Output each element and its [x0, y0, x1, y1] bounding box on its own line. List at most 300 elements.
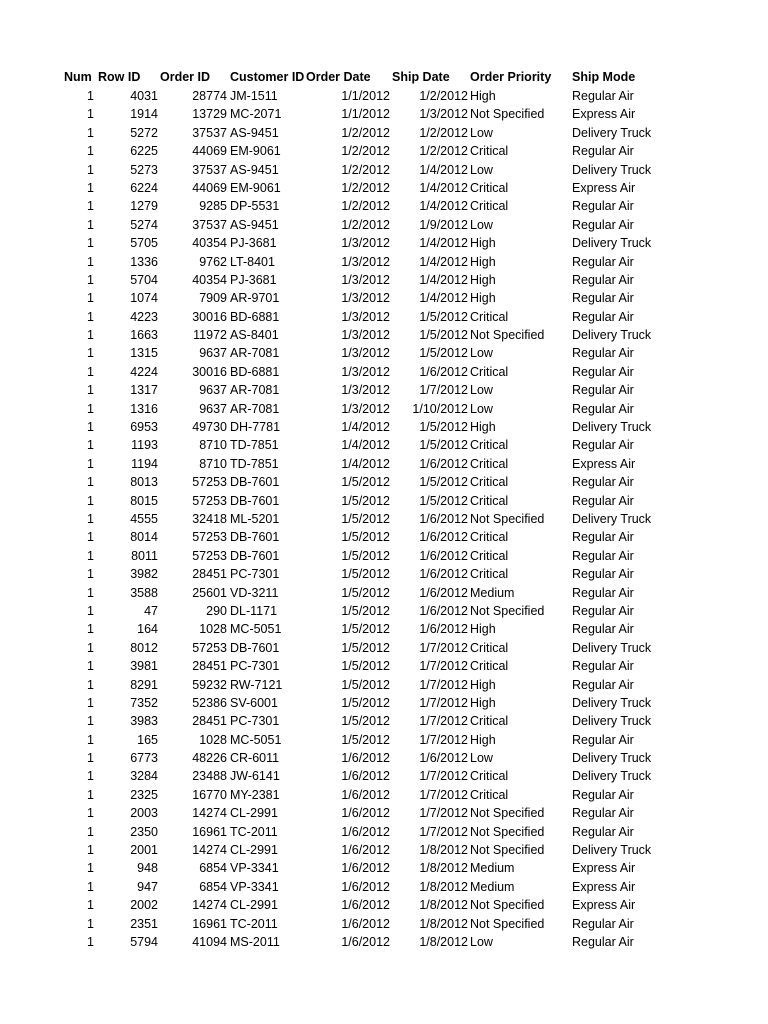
- cell-order-id[interactable]: 44069: [192, 144, 227, 159]
- cell-ship-mode[interactable]: Delivery Truck: [572, 695, 652, 710]
- cell-order-priority[interactable]: Medium: [470, 879, 515, 894]
- cell-order-id[interactable]: 57253: [192, 640, 227, 655]
- cell-ship-mode[interactable]: Regular Air: [572, 438, 634, 453]
- cell-num[interactable]: 1: [87, 272, 94, 287]
- cell-order-priority[interactable]: Low: [470, 401, 493, 416]
- cell-ship-date[interactable]: 1/8/2012: [419, 843, 468, 858]
- cell-num[interactable]: 1: [87, 751, 94, 766]
- cell-order-priority[interactable]: Not Specified: [470, 603, 545, 618]
- cell-row-id[interactable]: 3981: [130, 659, 158, 674]
- cell-ship-date[interactable]: 1/7/2012: [419, 806, 468, 821]
- cell-row-id[interactable]: 5704: [130, 272, 158, 287]
- cell-order-priority[interactable]: Critical: [470, 180, 509, 195]
- header-order-date[interactable]: Order Date: [306, 70, 371, 84]
- cell-order-date[interactable]: 1/2/2012: [341, 162, 390, 177]
- cell-customer-id[interactable]: BD-6881: [230, 309, 280, 324]
- cell-ship-mode[interactable]: Regular Air: [572, 806, 634, 821]
- cell-num[interactable]: 1: [87, 180, 94, 195]
- cell-ship-date[interactable]: 1/8/2012: [419, 934, 468, 949]
- cell-order-date[interactable]: 1/1/2012: [341, 89, 390, 103]
- cell-row-id[interactable]: 47: [144, 603, 158, 618]
- cell-ship-date[interactable]: 1/5/2012: [419, 420, 468, 435]
- cell-row-id[interactable]: 2350: [130, 824, 158, 839]
- cell-order-date[interactable]: 1/2/2012: [341, 144, 390, 159]
- cell-num[interactable]: 1: [87, 732, 94, 747]
- cell-ship-date[interactable]: 1/9/2012: [419, 217, 468, 232]
- cell-order-date[interactable]: 1/3/2012: [341, 272, 390, 287]
- cell-num[interactable]: 1: [87, 695, 94, 710]
- cell-row-id[interactable]: 8013: [130, 475, 158, 490]
- cell-order-date[interactable]: 1/5/2012: [341, 640, 390, 655]
- cell-order-priority[interactable]: Low: [470, 383, 493, 398]
- cell-ship-mode[interactable]: Delivery Truck: [572, 640, 652, 655]
- header-customer-id[interactable]: Customer ID: [230, 70, 305, 84]
- cell-order-priority[interactable]: Critical: [470, 493, 509, 508]
- cell-order-id[interactable]: 49730: [192, 420, 227, 435]
- cell-order-date[interactable]: 1/5/2012: [341, 530, 390, 545]
- cell-customer-id[interactable]: DB-7601: [230, 548, 280, 563]
- cell-ship-date[interactable]: 1/6/2012: [419, 603, 468, 618]
- cell-customer-id[interactable]: EM-9061: [230, 180, 281, 195]
- cell-num[interactable]: 1: [87, 107, 94, 122]
- cell-ship-mode[interactable]: Delivery Truck: [572, 714, 652, 729]
- cell-order-id[interactable]: 7909: [199, 291, 227, 306]
- cell-order-id[interactable]: 37537: [192, 162, 227, 177]
- header-order-id[interactable]: Order ID: [160, 70, 211, 84]
- cell-customer-id[interactable]: MC-5051: [230, 622, 282, 637]
- cell-order-date[interactable]: 1/6/2012: [341, 751, 390, 766]
- cell-row-id[interactable]: 8291: [130, 677, 158, 692]
- cell-ship-mode[interactable]: Express Air: [572, 898, 636, 913]
- cell-order-date[interactable]: 1/3/2012: [341, 364, 390, 379]
- cell-row-id[interactable]: 6225: [130, 144, 158, 159]
- cell-row-id[interactable]: 5272: [130, 125, 158, 140]
- cell-order-id[interactable]: 13729: [192, 107, 227, 122]
- cell-order-id[interactable]: 11972: [193, 328, 227, 343]
- cell-ship-date[interactable]: 1/4/2012: [419, 162, 468, 177]
- cell-num[interactable]: 1: [87, 806, 94, 821]
- cell-order-priority[interactable]: Critical: [470, 438, 509, 453]
- cell-order-id[interactable]: 8710: [199, 438, 227, 453]
- cell-customer-id[interactable]: VD-3211: [230, 585, 279, 600]
- cell-order-priority[interactable]: Critical: [470, 548, 509, 563]
- cell-row-id[interactable]: 1663: [130, 328, 158, 343]
- cell-ship-date[interactable]: 1/5/2012: [419, 346, 468, 361]
- cell-order-id[interactable]: 28451: [192, 567, 227, 582]
- cell-order-id[interactable]: 30016: [192, 364, 227, 379]
- cell-order-priority[interactable]: Not Specified: [470, 806, 545, 821]
- cell-ship-date[interactable]: 1/6/2012: [419, 751, 468, 766]
- cell-order-date[interactable]: 1/6/2012: [341, 787, 390, 802]
- cell-ship-mode[interactable]: Regular Air: [572, 732, 634, 747]
- cell-row-id[interactable]: 3284: [130, 769, 158, 784]
- cell-order-priority[interactable]: Not Specified: [470, 328, 545, 343]
- cell-row-id[interactable]: 6224: [130, 180, 158, 195]
- cell-order-id[interactable]: 52386: [192, 695, 227, 710]
- cell-ship-date[interactable]: 1/6/2012: [419, 364, 468, 379]
- cell-customer-id[interactable]: PJ-3681: [230, 272, 277, 287]
- cell-customer-id[interactable]: PC-7301: [230, 567, 280, 582]
- cell-order-id[interactable]: 14274: [192, 806, 227, 821]
- cell-order-date[interactable]: 1/6/2012: [341, 898, 390, 913]
- cell-ship-date[interactable]: 1/5/2012: [419, 309, 468, 324]
- cell-order-priority[interactable]: Critical: [470, 530, 509, 545]
- cell-ship-date[interactable]: 1/8/2012: [419, 861, 468, 876]
- cell-num[interactable]: 1: [87, 548, 94, 563]
- cell-num[interactable]: 1: [87, 199, 94, 214]
- cell-num[interactable]: 1: [87, 603, 94, 618]
- cell-order-id[interactable]: 41094: [192, 934, 227, 949]
- cell-order-id[interactable]: 14274: [192, 898, 227, 913]
- cell-num[interactable]: 1: [87, 420, 94, 435]
- cell-customer-id[interactable]: DB-7601: [230, 530, 280, 545]
- cell-customer-id[interactable]: TD-7851: [230, 438, 279, 453]
- cell-num[interactable]: 1: [87, 585, 94, 600]
- cell-row-id[interactable]: 8012: [130, 640, 158, 655]
- cell-row-id[interactable]: 1914: [130, 107, 158, 122]
- cell-row-id[interactable]: 6773: [130, 751, 158, 766]
- cell-ship-mode[interactable]: Regular Air: [572, 401, 634, 416]
- cell-order-id[interactable]: 6854: [199, 879, 227, 894]
- cell-row-id[interactable]: 2351: [130, 916, 158, 931]
- cell-ship-date[interactable]: 1/6/2012: [419, 548, 468, 563]
- cell-num[interactable]: 1: [87, 493, 94, 508]
- cell-order-priority[interactable]: Critical: [470, 567, 509, 582]
- cell-customer-id[interactable]: DB-7601: [230, 475, 280, 490]
- cell-ship-date[interactable]: 1/7/2012: [419, 824, 468, 839]
- cell-order-priority[interactable]: Critical: [470, 769, 509, 784]
- cell-customer-id[interactable]: CL-2991: [230, 806, 278, 821]
- cell-order-id[interactable]: 28451: [192, 659, 227, 674]
- cell-customer-id[interactable]: AS-9451: [230, 125, 279, 140]
- cell-ship-date[interactable]: 1/4/2012: [419, 254, 468, 269]
- cell-order-priority[interactable]: Low: [470, 162, 493, 177]
- cell-order-id[interactable]: 16770: [192, 787, 227, 802]
- cell-row-id[interactable]: 8015: [130, 493, 158, 508]
- cell-customer-id[interactable]: DP-5531: [230, 199, 280, 214]
- header-ship-mode[interactable]: Ship Mode: [572, 70, 636, 84]
- cell-order-date[interactable]: 1/2/2012: [341, 125, 390, 140]
- cell-customer-id[interactable]: MS-2011: [230, 934, 280, 949]
- cell-ship-mode[interactable]: Regular Air: [572, 217, 634, 232]
- cell-row-id[interactable]: 948: [137, 861, 158, 876]
- cell-ship-date[interactable]: 1/6/2012: [419, 511, 468, 526]
- cell-ship-mode[interactable]: Express Air: [572, 861, 636, 876]
- cell-customer-id[interactable]: PJ-3681: [230, 236, 277, 251]
- cell-ship-mode[interactable]: Regular Air: [572, 916, 634, 931]
- cell-order-date[interactable]: 1/3/2012: [341, 346, 390, 361]
- cell-order-priority[interactable]: High: [470, 677, 496, 692]
- cell-order-date[interactable]: 1/6/2012: [341, 861, 390, 876]
- cell-customer-id[interactable]: MC-5051: [230, 732, 282, 747]
- cell-order-date[interactable]: 1/6/2012: [341, 769, 390, 784]
- cell-row-id[interactable]: 1315: [130, 346, 158, 361]
- cell-ship-mode[interactable]: Delivery Truck: [572, 328, 652, 343]
- cell-num[interactable]: 1: [87, 401, 94, 416]
- cell-customer-id[interactable]: AS-9451: [230, 217, 279, 232]
- cell-ship-date[interactable]: 1/2/2012: [419, 125, 468, 140]
- cell-ship-date[interactable]: 1/4/2012: [419, 199, 468, 214]
- cell-row-id[interactable]: 1193: [131, 438, 158, 453]
- cell-order-priority[interactable]: High: [470, 236, 496, 251]
- cell-ship-mode[interactable]: Express Air: [572, 180, 636, 195]
- cell-order-priority[interactable]: Low: [470, 217, 493, 232]
- cell-num[interactable]: 1: [87, 879, 94, 894]
- cell-order-id[interactable]: 9637: [199, 383, 227, 398]
- cell-ship-date[interactable]: 1/4/2012: [419, 236, 468, 251]
- cell-customer-id[interactable]: ML-5201: [230, 511, 280, 526]
- cell-ship-date[interactable]: 1/6/2012: [419, 456, 468, 471]
- cell-ship-date[interactable]: 1/7/2012: [419, 732, 468, 747]
- cell-row-id[interactable]: 4223: [130, 309, 158, 324]
- cell-row-id[interactable]: 4224: [130, 364, 158, 379]
- cell-order-id[interactable]: 9637: [199, 401, 227, 416]
- cell-ship-date[interactable]: 1/7/2012: [419, 659, 468, 674]
- cell-row-id[interactable]: 6953: [130, 420, 158, 435]
- cell-ship-date[interactable]: 1/2/2012: [419, 89, 468, 103]
- cell-ship-date[interactable]: 1/8/2012: [419, 898, 468, 913]
- header-row-id[interactable]: Row ID: [98, 70, 141, 84]
- cell-order-priority[interactable]: Low: [470, 934, 493, 949]
- cell-order-priority[interactable]: High: [470, 272, 496, 287]
- cell-customer-id[interactable]: TC-2011: [230, 824, 278, 839]
- cell-ship-mode[interactable]: Regular Air: [572, 659, 634, 674]
- cell-order-id[interactable]: 57253: [192, 493, 227, 508]
- cell-order-id[interactable]: 1028: [199, 622, 227, 637]
- cell-order-id[interactable]: 57253: [192, 475, 227, 490]
- cell-order-id[interactable]: 28774: [192, 89, 227, 103]
- cell-order-id[interactable]: 9285: [199, 199, 227, 214]
- header-ship-date[interactable]: Ship Date: [392, 70, 450, 84]
- cell-num[interactable]: 1: [87, 217, 94, 232]
- cell-order-id[interactable]: 1028: [199, 732, 227, 747]
- cell-order-priority[interactable]: Critical: [470, 787, 509, 802]
- cell-row-id[interactable]: 2001: [130, 843, 158, 858]
- cell-num[interactable]: 1: [87, 567, 94, 582]
- cell-ship-mode[interactable]: Regular Air: [572, 677, 634, 692]
- cell-ship-date[interactable]: 1/7/2012: [419, 677, 468, 692]
- cell-customer-id[interactable]: DB-7601: [230, 493, 280, 508]
- cell-row-id[interactable]: 3983: [130, 714, 158, 729]
- cell-order-priority[interactable]: Critical: [470, 364, 509, 379]
- cell-ship-mode[interactable]: Regular Air: [572, 346, 634, 361]
- cell-order-id[interactable]: 44069: [192, 180, 227, 195]
- cell-ship-mode[interactable]: Delivery Truck: [572, 420, 652, 435]
- cell-order-date[interactable]: 1/5/2012: [341, 732, 390, 747]
- cell-ship-mode[interactable]: Delivery Truck: [572, 843, 652, 858]
- cell-ship-date[interactable]: 1/7/2012: [419, 787, 468, 802]
- cell-order-date[interactable]: 1/6/2012: [341, 916, 390, 931]
- cell-num[interactable]: 1: [87, 530, 94, 545]
- cell-num[interactable]: 1: [87, 456, 94, 471]
- cell-ship-date[interactable]: 1/6/2012: [419, 585, 468, 600]
- cell-order-priority[interactable]: Not Specified: [470, 511, 545, 526]
- cell-row-id[interactable]: 7352: [130, 695, 158, 710]
- cell-customer-id[interactable]: JM-1511: [230, 89, 278, 103]
- cell-row-id[interactable]: 2003: [130, 806, 158, 821]
- cell-row-id[interactable]: 2002: [130, 898, 158, 913]
- cell-num[interactable]: 1: [87, 898, 94, 913]
- cell-customer-id[interactable]: RW-7121: [230, 677, 283, 692]
- cell-customer-id[interactable]: CL-2991: [230, 898, 278, 913]
- cell-row-id[interactable]: 5794: [130, 934, 158, 949]
- cell-order-date[interactable]: 1/3/2012: [341, 236, 390, 251]
- cell-order-priority[interactable]: High: [470, 420, 496, 435]
- cell-order-date[interactable]: 1/4/2012: [341, 456, 390, 471]
- cell-num[interactable]: 1: [87, 714, 94, 729]
- cell-order-date[interactable]: 1/1/2012: [341, 107, 390, 122]
- cell-ship-mode[interactable]: Delivery Truck: [572, 511, 652, 526]
- cell-order-id[interactable]: 9637: [199, 346, 227, 361]
- cell-row-id[interactable]: 5274: [130, 217, 158, 232]
- cell-row-id[interactable]: 164: [137, 622, 158, 637]
- cell-ship-date[interactable]: 1/4/2012: [419, 291, 468, 306]
- cell-ship-mode[interactable]: Regular Air: [572, 493, 634, 508]
- cell-ship-mode[interactable]: Regular Air: [572, 585, 634, 600]
- cell-customer-id[interactable]: EM-9061: [230, 144, 281, 159]
- cell-order-date[interactable]: 1/5/2012: [341, 677, 390, 692]
- cell-order-date[interactable]: 1/6/2012: [341, 934, 390, 949]
- cell-order-id[interactable]: 59232: [192, 677, 227, 692]
- cell-row-id[interactable]: 3588: [130, 585, 158, 600]
- cell-order-id[interactable]: 37537: [192, 217, 227, 232]
- cell-ship-mode[interactable]: Regular Air: [572, 291, 634, 306]
- cell-num[interactable]: 1: [87, 162, 94, 177]
- cell-order-date[interactable]: 1/3/2012: [341, 383, 390, 398]
- cell-customer-id[interactable]: DL-1171: [230, 603, 278, 618]
- cell-ship-date[interactable]: 1/4/2012: [419, 272, 468, 287]
- cell-row-id[interactable]: 947: [137, 879, 158, 894]
- cell-ship-mode[interactable]: Regular Air: [572, 824, 634, 839]
- cell-ship-mode[interactable]: Regular Air: [572, 567, 634, 582]
- cell-order-priority[interactable]: Not Specified: [470, 898, 545, 913]
- cell-order-date[interactable]: 1/5/2012: [341, 622, 390, 637]
- cell-customer-id[interactable]: CL-2991: [230, 843, 278, 858]
- cell-ship-mode[interactable]: Delivery Truck: [572, 162, 652, 177]
- cell-order-priority[interactable]: High: [470, 254, 496, 269]
- cell-customer-id[interactable]: VP-3341: [230, 861, 279, 876]
- cell-order-id[interactable]: 30016: [192, 309, 227, 324]
- cell-num[interactable]: 1: [87, 511, 94, 526]
- cell-customer-id[interactable]: LT-8401: [230, 254, 275, 269]
- cell-num[interactable]: 1: [87, 640, 94, 655]
- header-num[interactable]: Num: [64, 70, 92, 84]
- cell-customer-id[interactable]: VP-3341: [230, 879, 279, 894]
- cell-ship-date[interactable]: 1/5/2012: [419, 438, 468, 453]
- cell-ship-mode[interactable]: Regular Air: [572, 934, 634, 949]
- cell-order-date[interactable]: 1/5/2012: [341, 548, 390, 563]
- cell-order-id[interactable]: 6854: [199, 861, 227, 876]
- cell-ship-mode[interactable]: Regular Air: [572, 603, 634, 618]
- cell-order-date[interactable]: 1/2/2012: [341, 199, 390, 214]
- cell-order-id[interactable]: 40354: [192, 236, 227, 251]
- cell-row-id[interactable]: 165: [137, 732, 158, 747]
- cell-row-id[interactable]: 2325: [130, 787, 158, 802]
- cell-num[interactable]: 1: [87, 309, 94, 324]
- cell-num[interactable]: 1: [87, 916, 94, 931]
- cell-order-date[interactable]: 1/3/2012: [341, 401, 390, 416]
- cell-row-id[interactable]: 5273: [130, 162, 158, 177]
- cell-order-id[interactable]: 16961: [192, 916, 227, 931]
- cell-order-id[interactable]: 25601: [192, 585, 227, 600]
- cell-order-date[interactable]: 1/5/2012: [341, 714, 390, 729]
- cell-order-priority[interactable]: Critical: [470, 659, 509, 674]
- cell-order-date[interactable]: 1/5/2012: [341, 475, 390, 490]
- cell-customer-id[interactable]: AS-8401: [230, 328, 279, 343]
- cell-order-date[interactable]: 1/5/2012: [341, 493, 390, 508]
- cell-order-date[interactable]: 1/4/2012: [341, 420, 390, 435]
- cell-order-date[interactable]: 1/2/2012: [341, 217, 390, 232]
- cell-row-id[interactable]: 1317: [130, 383, 158, 398]
- cell-ship-mode[interactable]: Regular Air: [572, 475, 634, 490]
- cell-num[interactable]: 1: [87, 291, 94, 306]
- cell-num[interactable]: 1: [87, 328, 94, 343]
- cell-order-priority[interactable]: High: [470, 291, 496, 306]
- cell-customer-id[interactable]: MC-2071: [230, 107, 282, 122]
- cell-row-id[interactable]: 4555: [130, 511, 158, 526]
- cell-ship-mode[interactable]: Express Air: [572, 879, 636, 894]
- cell-order-date[interactable]: 1/6/2012: [341, 879, 390, 894]
- cell-ship-mode[interactable]: Delivery Truck: [572, 125, 652, 140]
- cell-ship-date[interactable]: 1/3/2012: [419, 107, 468, 122]
- cell-ship-mode[interactable]: Delivery Truck: [572, 769, 652, 784]
- cell-num[interactable]: 1: [87, 383, 94, 398]
- cell-order-priority[interactable]: Low: [470, 125, 493, 140]
- cell-order-id[interactable]: 57253: [192, 548, 227, 563]
- cell-num[interactable]: 1: [87, 438, 94, 453]
- cell-order-date[interactable]: 1/4/2012: [341, 438, 390, 453]
- cell-order-priority[interactable]: Low: [470, 751, 493, 766]
- cell-ship-mode[interactable]: Regular Air: [572, 309, 634, 324]
- cell-ship-mode[interactable]: Regular Air: [572, 530, 634, 545]
- cell-num[interactable]: 1: [87, 236, 94, 251]
- cell-order-id[interactable]: 290: [206, 603, 227, 618]
- cell-order-date[interactable]: 1/3/2012: [341, 309, 390, 324]
- cell-customer-id[interactable]: MY-2381: [230, 787, 280, 802]
- cell-order-id[interactable]: 8710: [199, 456, 227, 471]
- cell-order-priority[interactable]: Critical: [470, 144, 509, 159]
- cell-customer-id[interactable]: AS-9451: [230, 162, 279, 177]
- cell-order-priority[interactable]: Medium: [470, 861, 515, 876]
- cell-row-id[interactable]: 5705: [130, 236, 158, 251]
- cell-order-date[interactable]: 1/2/2012: [341, 180, 390, 195]
- cell-customer-id[interactable]: PC-7301: [230, 659, 280, 674]
- cell-order-priority[interactable]: Not Specified: [470, 824, 545, 839]
- cell-row-id[interactable]: 1194: [131, 456, 158, 471]
- cell-num[interactable]: 1: [87, 769, 94, 784]
- cell-ship-mode[interactable]: Regular Air: [572, 272, 634, 287]
- cell-ship-date[interactable]: 1/6/2012: [419, 530, 468, 545]
- cell-order-date[interactable]: 1/5/2012: [341, 603, 390, 618]
- cell-order-id[interactable]: 40354: [192, 272, 227, 287]
- cell-ship-mode[interactable]: Delivery Truck: [572, 236, 652, 251]
- cell-num[interactable]: 1: [87, 622, 94, 637]
- cell-order-priority[interactable]: Medium: [470, 585, 515, 600]
- cell-order-date[interactable]: 1/6/2012: [341, 824, 390, 839]
- cell-order-id[interactable]: 37537: [192, 125, 227, 140]
- cell-row-id[interactable]: 3982: [130, 567, 158, 582]
- cell-customer-id[interactable]: AR-9701: [230, 291, 280, 306]
- cell-order-date[interactable]: 1/3/2012: [341, 328, 390, 343]
- cell-order-date[interactable]: 1/6/2012: [341, 843, 390, 858]
- cell-num[interactable]: 1: [87, 144, 94, 159]
- cell-ship-mode[interactable]: Regular Air: [572, 199, 634, 214]
- cell-order-id[interactable]: 9762: [199, 254, 227, 269]
- cell-order-id[interactable]: 32418: [192, 511, 227, 526]
- cell-ship-date[interactable]: 1/5/2012: [419, 493, 468, 508]
- cell-order-priority[interactable]: High: [470, 695, 496, 710]
- cell-num[interactable]: 1: [87, 787, 94, 802]
